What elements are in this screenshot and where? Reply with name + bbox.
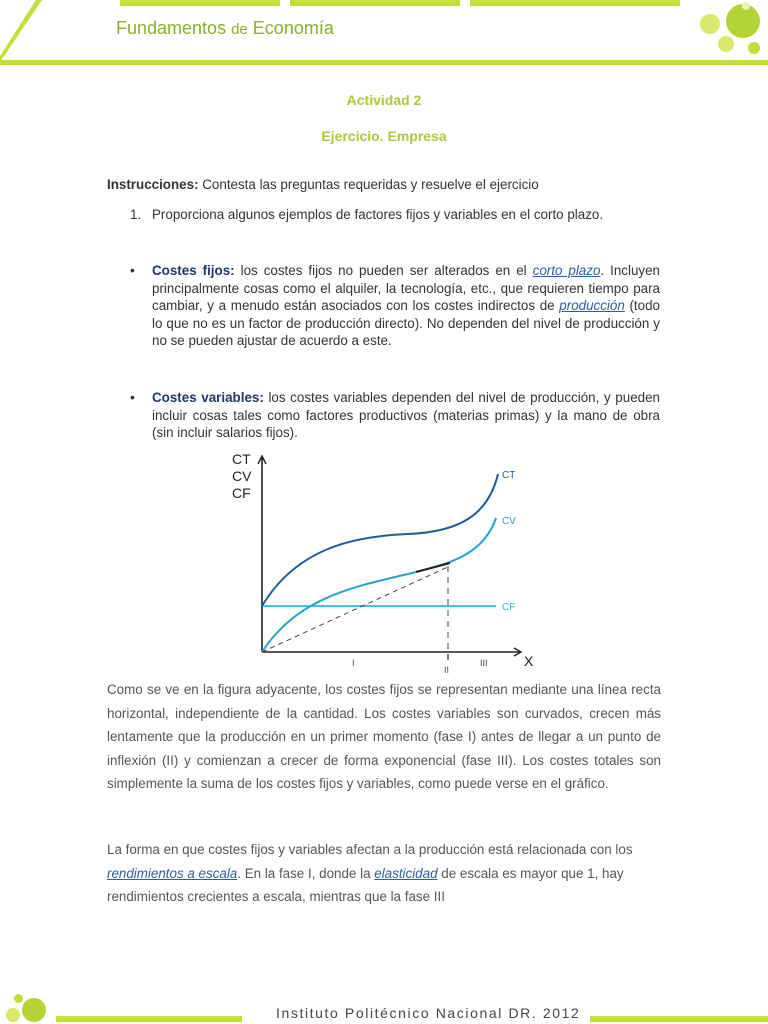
series-label-cv: CV [502, 516, 516, 527]
paragraph-returns: La forma en que costes fijos y variables afectan a la producción está relacionada con los rendimientos a escala. En la fase I, donde la elasticidad de escala es mayor que 1, hay rendimientos crecientes a escala, mientras que la fase III [107, 842, 633, 904]
header-bar [290, 0, 460, 6]
header-corner-inner [0, 0, 36, 56]
phase-label-ii: II [444, 665, 450, 675]
bullet-icon: • [130, 389, 135, 405]
ylabel-ct: CT [232, 451, 251, 467]
activity-title: Actividad 2 [346, 92, 422, 108]
header-title: Fundamentos de Economía [116, 18, 334, 38]
header-rule [0, 60, 768, 65]
paragraph-explanation: Como se ve en la figura adyacente, los costes fijos se representan mediante una línea recta horizontal, independiente de la cantidad. Los costes variables son curvados, crecen más lentamente que la producción en un primer momento (fase I) antes de llegar a un punto de inflexión (II) y comienzan a crecer de forma exponencial (fase III). Los costes totales son simplemente la suma de los costes fijos y variables, como puede verse en el gráfico. [107, 682, 661, 791]
tangent-point-mark [416, 563, 450, 572]
link-elasticidad[interactable]: elasticidad [374, 865, 438, 881]
link-corto-plazo[interactable]: corto plazo [532, 263, 601, 278]
bullet-icon: • [130, 262, 135, 278]
header-bar [470, 0, 680, 6]
ylabel-cv: CV [232, 468, 252, 484]
phase-label-i: I [352, 658, 355, 668]
footer-institution: Instituto Politécnico Nacional DR. 2012 [276, 1005, 581, 1021]
phase-label-iii: III [480, 658, 488, 668]
series-label-cf: CF [502, 602, 516, 613]
link-rendimientos[interactable]: rendimientos a escala [107, 865, 238, 881]
xlabel: X [524, 653, 534, 669]
footer-bar [590, 1016, 768, 1022]
variable-costs-text: Costes variables: los costes variables dependen del nivel de producción, y pueden incluir cosas tales como factores productivos (materias primas) y la mano de obra (sin incluir salarios fijos). [152, 390, 660, 440]
header-bar [120, 0, 280, 6]
fixed-costs-text: Costes fijos: los costes fijos no pueden ser alterados en el corto plazo. Incluyen principalmente cosas como el alquiler, la tecnología, etc., que requieren tiempo para cambiar, y a menudo están asociados con los costes indirectos de producción (todo lo que no es un factor de producción directo). No dependen del nivel de producción y no se pueden ajustar de acuerdo a este. [152, 263, 660, 348]
ylabel-cf: CF [232, 485, 251, 501]
tangent-dashed-line [262, 566, 450, 652]
activity-subtitle: Ejercicio. Empresa [321, 128, 447, 144]
series-label-ct: CT [502, 470, 516, 481]
question-text: Proporciona algunos ejemplos de factores fijos y variables en el corto plazo. [152, 207, 604, 222]
series-ct-line [262, 474, 498, 606]
instructions: Instrucciones: Contesta las preguntas requeridas y resuelve el ejercicio [107, 177, 539, 192]
question-number: 1. [130, 207, 142, 222]
series-cv-line [262, 518, 496, 652]
link-produccion[interactable]: producción [559, 298, 625, 313]
footer-bar [56, 1016, 242, 1022]
cost-curves-chart [228, 446, 534, 676]
